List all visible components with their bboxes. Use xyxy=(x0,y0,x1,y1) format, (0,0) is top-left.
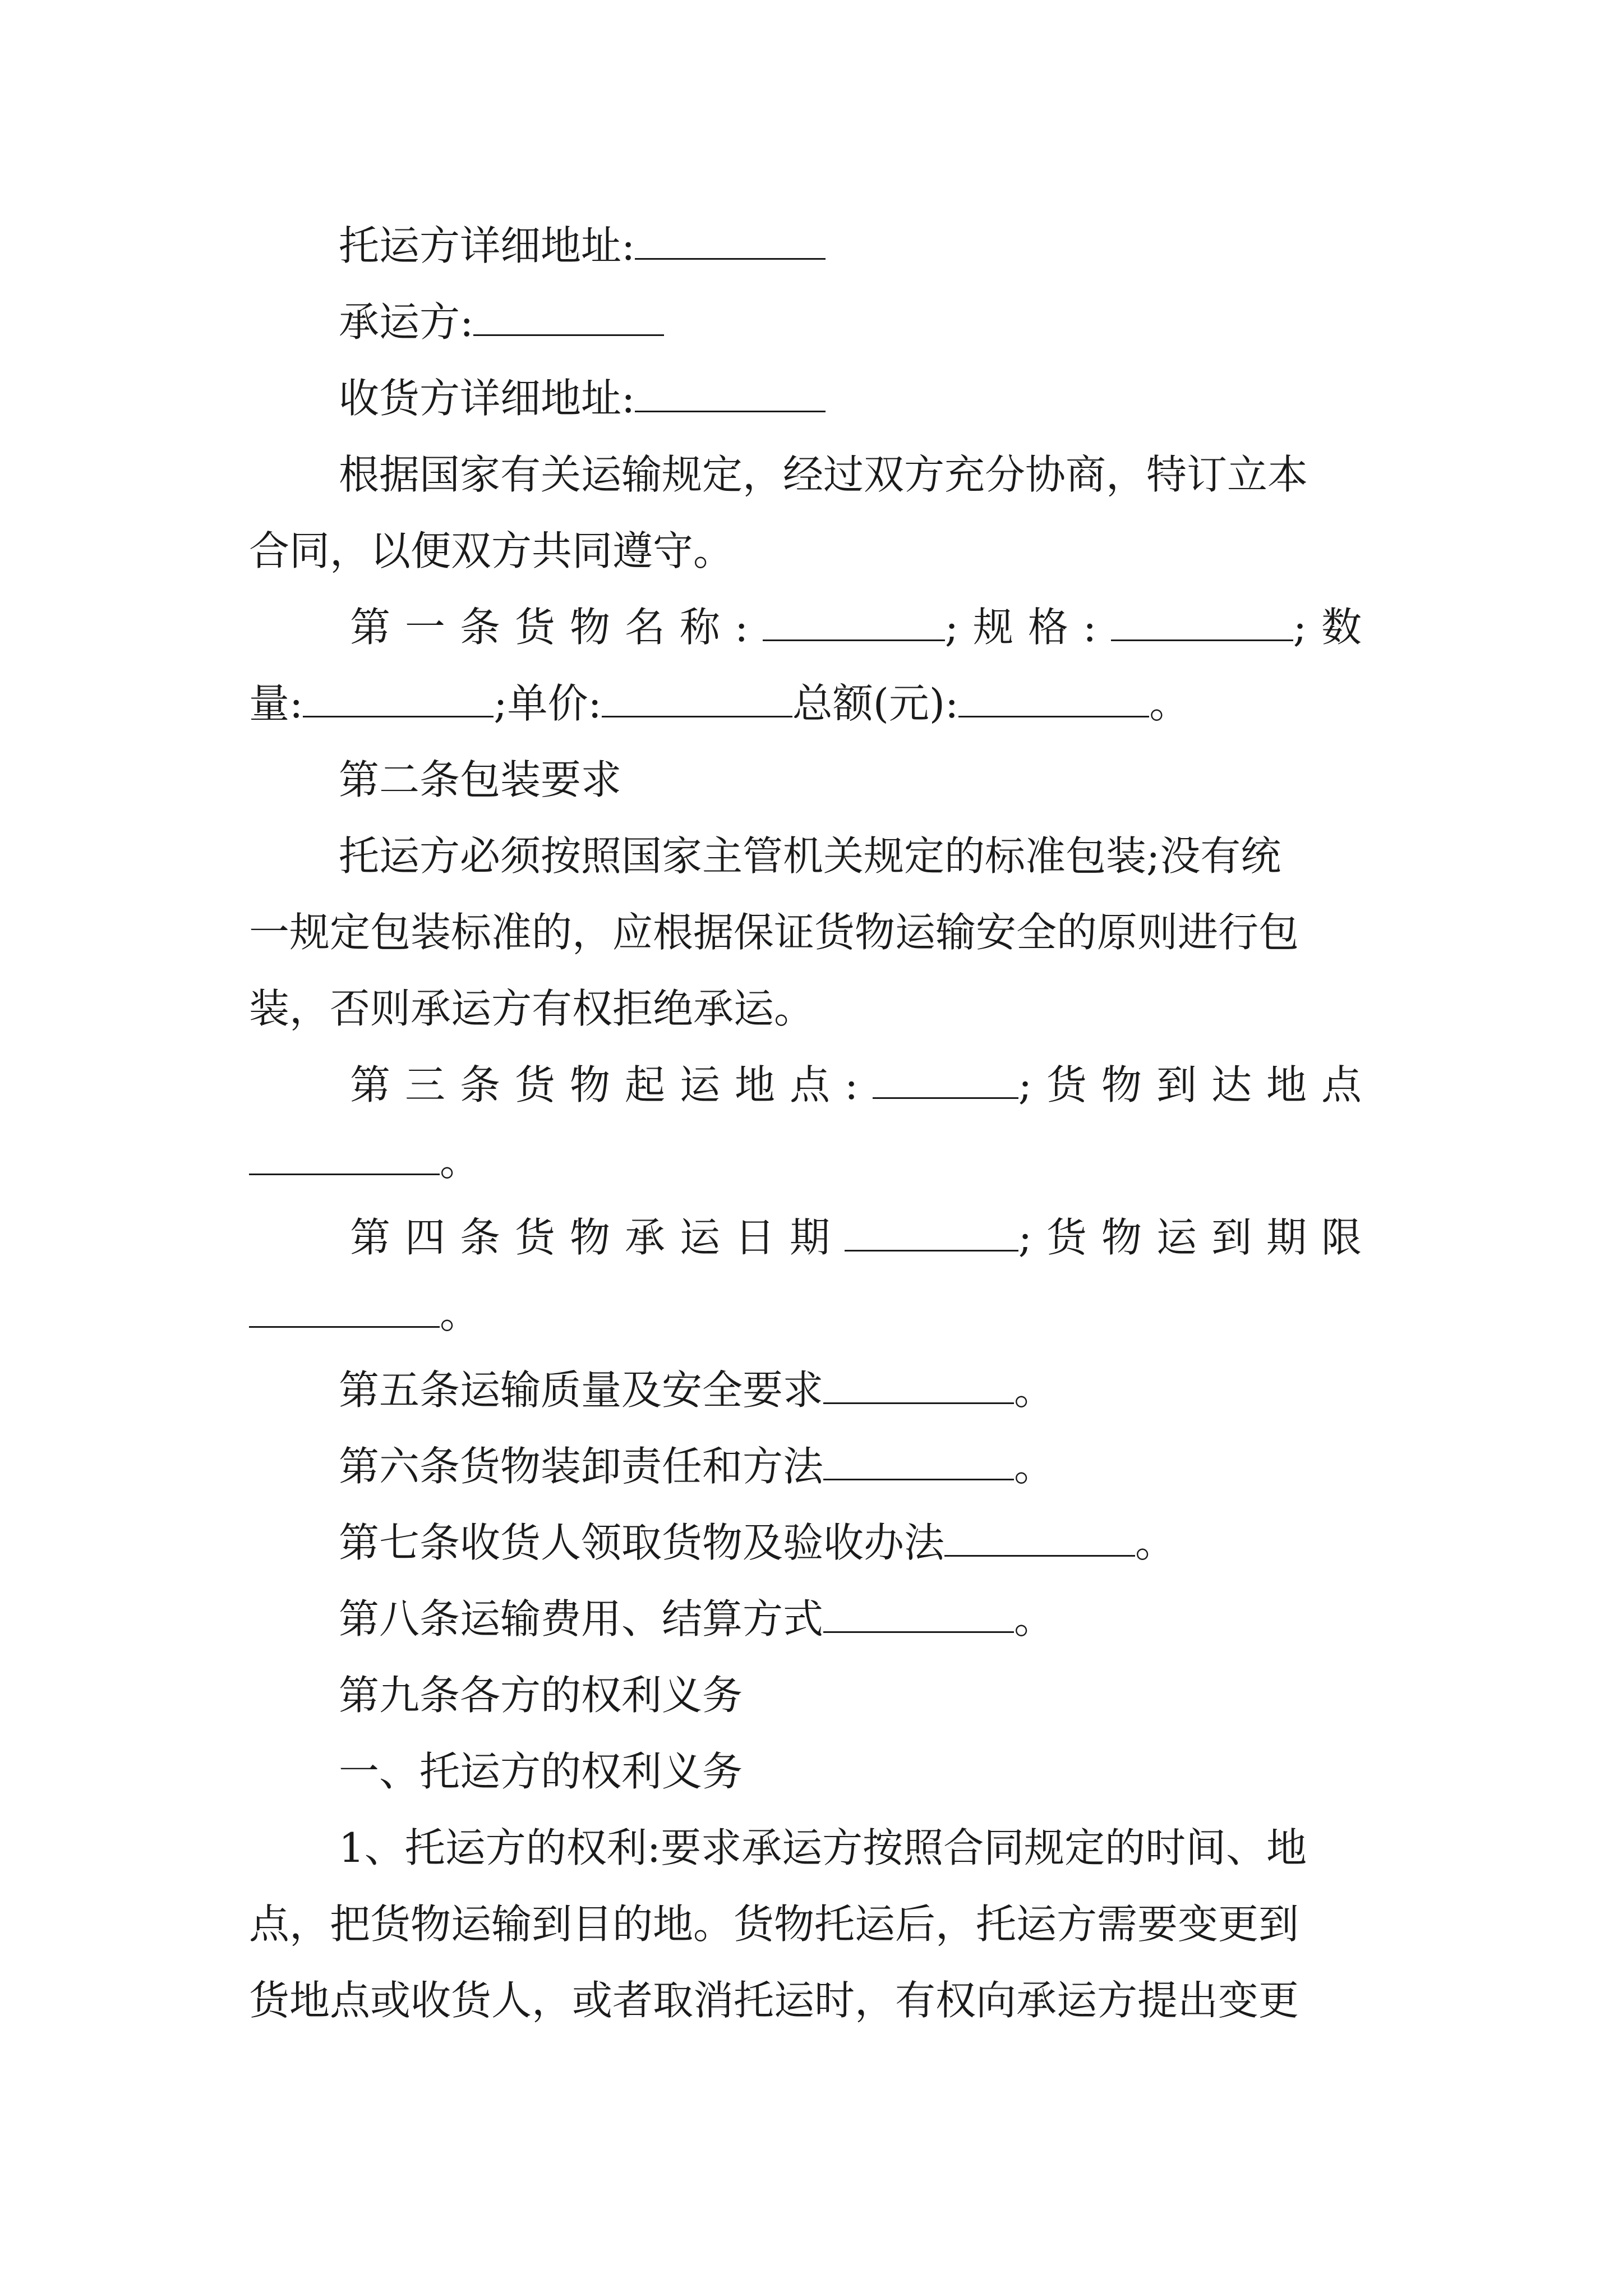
preamble-line-1: 根据国家有关运输规定，经过双方充分协商，特订立本 xyxy=(339,451,1308,498)
article3-dest-label: ;货物到达地点 xyxy=(1018,1061,1376,1108)
article1-qty-tail: 量: xyxy=(249,680,303,727)
article1-end: 。 xyxy=(1149,680,1190,727)
preamble-line-2: 合同，以便双方共同遵守。 xyxy=(249,527,734,574)
article2-line-3: 装，否则承运方有权拒绝承运。 xyxy=(249,985,815,1032)
article9-p1-line-3: 货地点或收货人，或者取消托运时，有权向承运方提出变更 xyxy=(249,1977,1299,2024)
loading-blank[interactable] xyxy=(823,1443,1014,1480)
article7-line xyxy=(249,1504,1376,1581)
spec-blank[interactable] xyxy=(1111,604,1293,641)
article4-deadline-label: ;货物运到期限 xyxy=(1018,1214,1376,1261)
article9-p1-line-2: 点，把货物运输到目的地。货物托运后，托运方需要变更到 xyxy=(249,1901,1299,1948)
article5-line xyxy=(249,1352,1376,1428)
shipper-address-label: 托运方详细地址: xyxy=(339,222,635,269)
article9-sub1: 一、托运方的权利义务 xyxy=(339,1748,743,1795)
article1-line-2 xyxy=(249,665,1376,742)
origin-blank[interactable] xyxy=(873,1061,1018,1099)
carrier-line xyxy=(249,284,1376,360)
article1-qty-head: ;数 xyxy=(1293,604,1376,651)
article4-line-2 xyxy=(249,1276,1376,1352)
article7-end: 。 xyxy=(1135,1519,1176,1566)
article8-end: 。 xyxy=(1014,1595,1055,1642)
article4-date-label: 第四条货物承运日期 xyxy=(350,1214,845,1261)
consignee-address-line xyxy=(249,360,1376,436)
article3-origin-label: 第三条货物起运地点: xyxy=(350,1061,873,1108)
goods-name-blank[interactable] xyxy=(763,604,944,641)
article3-end: 。 xyxy=(440,1138,481,1185)
total-blank[interactable] xyxy=(958,680,1149,717)
article4-end: 。 xyxy=(440,1290,481,1337)
article1-spec-label: ;规格: xyxy=(944,604,1112,651)
quality-blank[interactable] xyxy=(823,1366,1014,1404)
article5-label: 第五条运输质量及安全要求 xyxy=(339,1366,824,1414)
shipper-address-blank[interactable] xyxy=(635,222,826,260)
article7-label: 第七条收货人领取货物及验收办法 xyxy=(339,1519,945,1566)
article9-p1-line-1: 1、托运方的权利:要求承运方按照合同规定的时间、地 xyxy=(339,1824,1307,1871)
consignee-address-label: 收货方详细地址: xyxy=(339,375,635,422)
deadline-blank[interactable] xyxy=(249,1290,440,1328)
article3-line-1 xyxy=(249,1047,1376,1123)
destination-blank[interactable] xyxy=(249,1138,440,1175)
article1-name-label: 第一条货物名称: xyxy=(350,604,763,651)
article1-unit-price-label: ;单价: xyxy=(494,680,602,727)
article9-title: 第九条各方的权利义务 xyxy=(339,1672,743,1719)
article6-end: 。 xyxy=(1014,1443,1055,1490)
article6-line xyxy=(249,1428,1376,1504)
article6-label: 第六条货物装卸责任和方法 xyxy=(339,1443,824,1490)
shipper-address-line xyxy=(249,208,1376,284)
article8-line xyxy=(249,1581,1376,1657)
article4-line-1 xyxy=(249,1199,1376,1276)
article5-end: 。 xyxy=(1014,1366,1055,1414)
article1-total-label: 总额(元): xyxy=(792,680,959,727)
article2-line-2: 一规定包装标准的，应根据保证货物运输安全的原则进行包 xyxy=(249,909,1299,956)
article3-line-2 xyxy=(249,1123,1376,1199)
carrier-label: 承运方: xyxy=(339,298,474,346)
article1-line-1 xyxy=(249,589,1376,665)
shipping-date-blank[interactable] xyxy=(845,1214,1018,1251)
acceptance-blank[interactable] xyxy=(944,1519,1135,1557)
unit-price-blank[interactable] xyxy=(602,680,792,717)
article2-title: 第二条包装要求 xyxy=(339,756,622,803)
article8-label: 第八条运输费用、结算方式 xyxy=(339,1595,824,1642)
settlement-blank[interactable] xyxy=(823,1595,1014,1633)
consignee-address-blank[interactable] xyxy=(635,375,826,412)
article2-line-1: 托运方必须按照国家主管机关规定的标准包装;没有统 xyxy=(339,832,1281,880)
quantity-blank[interactable] xyxy=(303,680,494,717)
contract-page xyxy=(249,208,1376,2039)
carrier-blank[interactable] xyxy=(473,298,664,336)
